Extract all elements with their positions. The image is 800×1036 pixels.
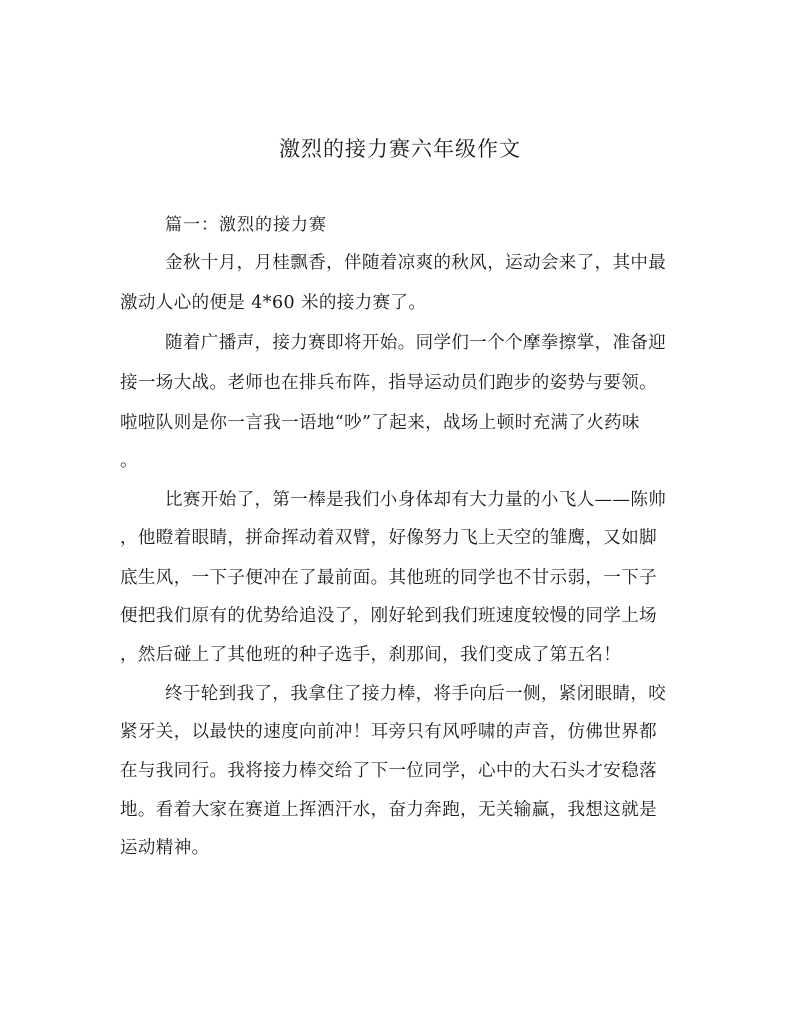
paragraph-line: 啦啦队则是你一言我一语地“吵”了起来，战场上顿时充满了火药味 bbox=[120, 413, 640, 433]
paragraph-line: 便把我们原有的优势给追没了，刚好轮到我们班速度较慢的同学上场 bbox=[120, 606, 657, 626]
section-heading: 篇一：激烈的接力赛 bbox=[165, 215, 327, 235]
paragraph-line: 紧牙关，以最快的速度向前冲！耳旁只有风呼啸的声音，仿佛世界都 bbox=[120, 722, 657, 742]
paragraph-line: 比赛开始了，第一棒是我们小身体却有大力量的小飞人——陈帅 bbox=[165, 490, 667, 510]
paragraph-line: ，然后碰上了其他班的种子选手，刹那间，我们变成了第五名！ bbox=[120, 645, 622, 665]
paragraph-line: 地。看着大家在赛道上挥洒汗水，奋力奔跑，无关输赢，我想这就是 bbox=[120, 800, 657, 820]
paragraph-line: 接一场大战。老师也在排兵布阵，指导运动员们跑步的姿势与要领。 bbox=[120, 373, 657, 393]
paragraph-line: 底生风，一下子便冲在了最前面。其他班的同学也不甘示弱，一下子 bbox=[120, 568, 657, 588]
paragraph-line: 金秋十月，月桂飘香，伴随着凉爽的秋风，运动会来了，其中最 bbox=[165, 253, 667, 273]
paragraph-line: 随着广播声，接力赛即将开始。同学们一个个摩拳擦掌，准备迎 bbox=[165, 333, 667, 353]
paragraph-line: 终于轮到我了，我拿住了接力棒，将手向后一侧，紧闭眼睛，咬 bbox=[165, 684, 667, 704]
page-title: 激烈的接力赛六年级作文 bbox=[279, 137, 521, 161]
paragraph-line: 激动人心的便是 4*60 米的接力赛了。 bbox=[120, 293, 427, 313]
paragraph-line: 运动精神。 bbox=[120, 838, 210, 858]
paragraph-line: 在与我同行。我将接力棒交给了下一位同学，心中的大石头才安稳落 bbox=[120, 761, 657, 781]
paragraph-line: ，他瞪着眼睛，拼命挥动着双臂，好像努力飞上天空的雏鹰，又如脚 bbox=[120, 528, 657, 548]
paragraph-line: 。 bbox=[120, 451, 138, 471]
